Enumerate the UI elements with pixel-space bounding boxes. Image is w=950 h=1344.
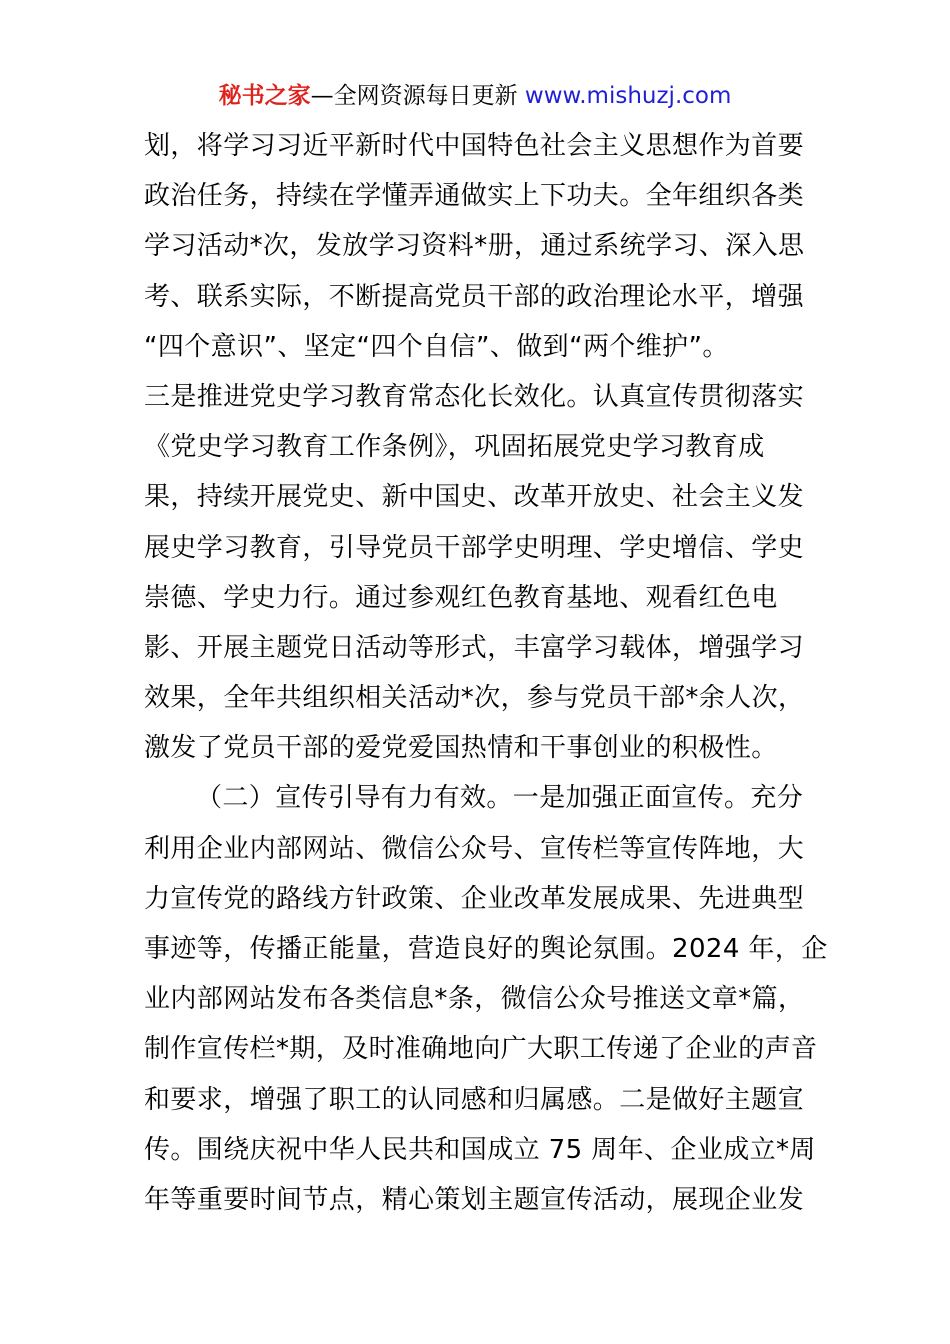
text-line: 效果，全年共组织相关活动*次，参与党员干部*余人次， <box>144 683 805 714</box>
text-line: 政治任务，持续在学懂弄通做实上下功夫。全年组织各类 <box>144 181 805 212</box>
text-line: 和要求，增强了职工的认同感和归属感。二是做好主题宣 <box>144 1084 805 1115</box>
text-line: 三是推进党史学习教育常态化长效化。认真宣传贯彻落实 <box>144 381 805 412</box>
text-line: 《党史学习教育工作条例》，巩固拓展党史学习教育成 <box>144 432 765 463</box>
text-line: “四个意识”、坚定“四个自信”、做到“两个维护”。 <box>144 331 729 362</box>
text-line: 利用企业内部网站、微信公众号、宣传栏等宣传阵地，大 <box>144 833 805 864</box>
text-line: 崇德、学史力行。通过参观红色教育基地、观看红色电 <box>144 582 778 613</box>
text-line: 激发了党员干部的爱党爱国热情和干事创业的积极性。 <box>144 733 778 764</box>
text-line: 传。围绕庆祝中华人民共和国成立 75 周年、企业成立*周 <box>144 1134 816 1165</box>
site-header <box>0 79 950 113</box>
text-line: 制作宣传栏*期，及时准确地向广大职工传递了企业的声音 <box>144 1034 818 1065</box>
text-line: 年等重要时间节点，精心策划主题宣传活动，展现企业发 <box>144 1184 805 1215</box>
text-line: 业内部网站发布各类信息*条，微信公众号推送文章*篇， <box>144 984 805 1015</box>
document-body <box>144 121 828 1225</box>
site-url-link[interactable]: www.mishuzj.com <box>524 83 732 109</box>
text-line: 学习活动*次，发放学习资料*册，通过系统学习、深入思 <box>144 231 805 262</box>
text-line: 果，持续开展党史、新中国史、改革开放史、社会主义发 <box>144 482 805 513</box>
text-line: 影、开展主题党日活动等形式，丰富学习载体，增强学习 <box>144 632 805 663</box>
text-line: 展史学习教育，引导党员干部学史明理、学史增信、学史 <box>144 532 805 563</box>
text-line: 考、联系实际，不断提高党员干部的政治理论水平，增强 <box>144 281 805 312</box>
text-line: 力宣传党的路线方针政策、企业改革发展成果、先进典型 <box>144 883 805 914</box>
site-tagline: —全网资源每日更新 <box>310 83 525 109</box>
text-line: 划，将学习习近平新时代中国特色社会主义思想作为首要 <box>144 131 805 161</box>
site-brand: 秘书之家 <box>218 83 311 109</box>
text-line: 事迹等，传播正能量，营造良好的舆论氛围。2024 年，企 <box>144 934 828 964</box>
section-heading-line: （二）宣传引导有力有效。一是加强正面宣传。充分 <box>196 783 804 814</box>
